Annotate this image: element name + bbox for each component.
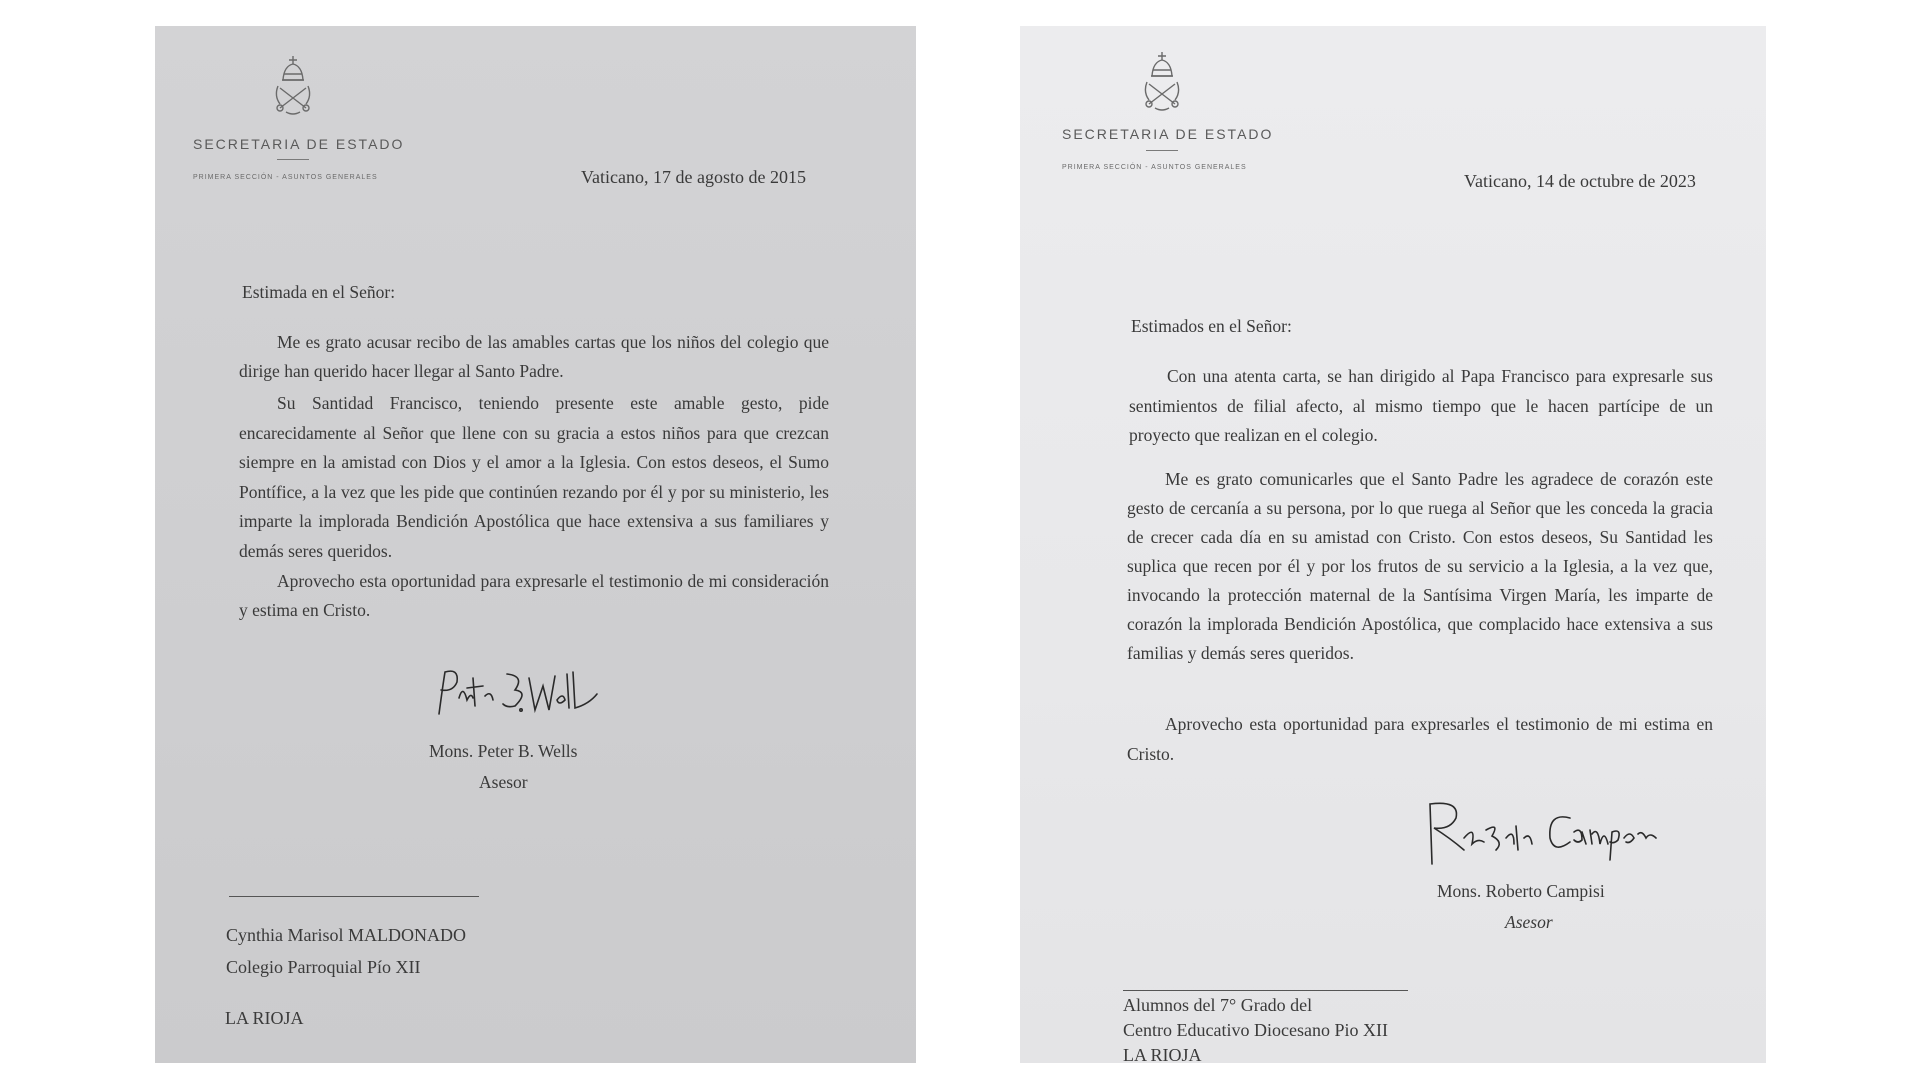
letter-2015	[155, 26, 916, 1063]
paragraph-2: Su Santidad Francisco, teniendo presente este amable gesto, pide encarecidamente al Señor que llene con su gracia a estos niños para que crezcan siempre en la amistad con Dios y el amor a la Iglesia. Con estos deseos, el Sumo Pontífice, a la vez que les pide que continúen rezando por él y por su ministerio, les imparte la implorada Bendición Apostólica que hace extensiva a sus familiares y demás seres queridos.	[239, 393, 829, 561]
office-section: PRIMERA SECCIÓN - ASUNTOS GENERALES	[193, 174, 378, 181]
office-section: PRIMERA SECCIÓN - ASUNTOS GENERALES	[1062, 164, 1247, 171]
signer-role: Asesor	[479, 772, 528, 792]
recipient-city: LA RIOJA	[225, 1008, 304, 1028]
paragraph-3: Aprovecho esta oportunidad para expresarles el testimonio de mi estima en Cristo.	[1127, 714, 1713, 764]
paragraph-1: Me es grato acusar recibo de las amables cartas que los niños del colegio que dirige han querido hacer llegar al Santo Padre.	[239, 332, 829, 381]
signature-wells	[429, 664, 599, 731]
office-name: SECRETARIA DE ESTADO	[1062, 126, 1274, 142]
letter-date: Vaticano, 17 de agosto de 2015	[581, 167, 806, 187]
recipient-city: LA RIOJA	[1123, 1045, 1202, 1063]
papal-coat-of-arms-icon	[1135, 48, 1189, 112]
recipient-line-2: Colegio Parroquial Pío XII	[226, 957, 421, 977]
salutation: Estimados en el Señor:	[1131, 316, 1292, 336]
paragraph-1: Con una atenta carta, se han dirigido al Papa Francisco para expresarle sus sentimientos de filial afecto, al mismo tiempo que le hacen partícipe de un proyecto que realizan en el colegio.	[1129, 366, 1713, 445]
recipient-line-2: Centro Educativo Diocesano Pio XII	[1123, 1020, 1388, 1040]
letter-2023	[1020, 26, 1766, 1063]
address-divider	[229, 896, 479, 897]
signer-role: Asesor	[1505, 912, 1553, 932]
signer-name: Mons. Peter B. Wells	[429, 741, 578, 761]
signer-name: Mons. Roberto Campisi	[1437, 881, 1605, 901]
letter-date: Vaticano, 14 de octubre de 2023	[1464, 171, 1696, 191]
office-name: SECRETARIA DE ESTADO	[193, 136, 405, 152]
address-divider	[1123, 990, 1408, 991]
salutation: Estimada en el Señor:	[242, 282, 396, 302]
recipient-line-1: Cynthia Marisol MALDONADO	[226, 925, 466, 945]
paragraph-2: Me es grato comunicarles que el Santo Padre les agradece de corazón este gesto de cercanía a su persona, por lo que ruega al Señor que les conceda la gracia de crecer cada día en su amistad con Cristo. Con estos deseos, Su Santidad les suplica que recen por él y por los frutos de su servicio a la Iglesia, a la vez que, invocando la protección maternal de la Santísima Virgen María, les imparte de corazón la implorada Bendición Apostólica, que complacido hace extensiva a sus familias y demás seres queridos.	[1127, 469, 1713, 663]
header-divider	[1146, 150, 1178, 151]
paragraph-3: Aprovecho esta oportunidad para expresarle el testimonio de mi consideración y estima en Cristo.	[239, 571, 829, 620]
papal-coat-of-arms-icon	[266, 52, 320, 116]
header-divider	[277, 159, 309, 160]
recipient-line-1: Alumnos del 7° Grado del	[1123, 995, 1313, 1015]
signature-campisi	[1420, 798, 1660, 875]
